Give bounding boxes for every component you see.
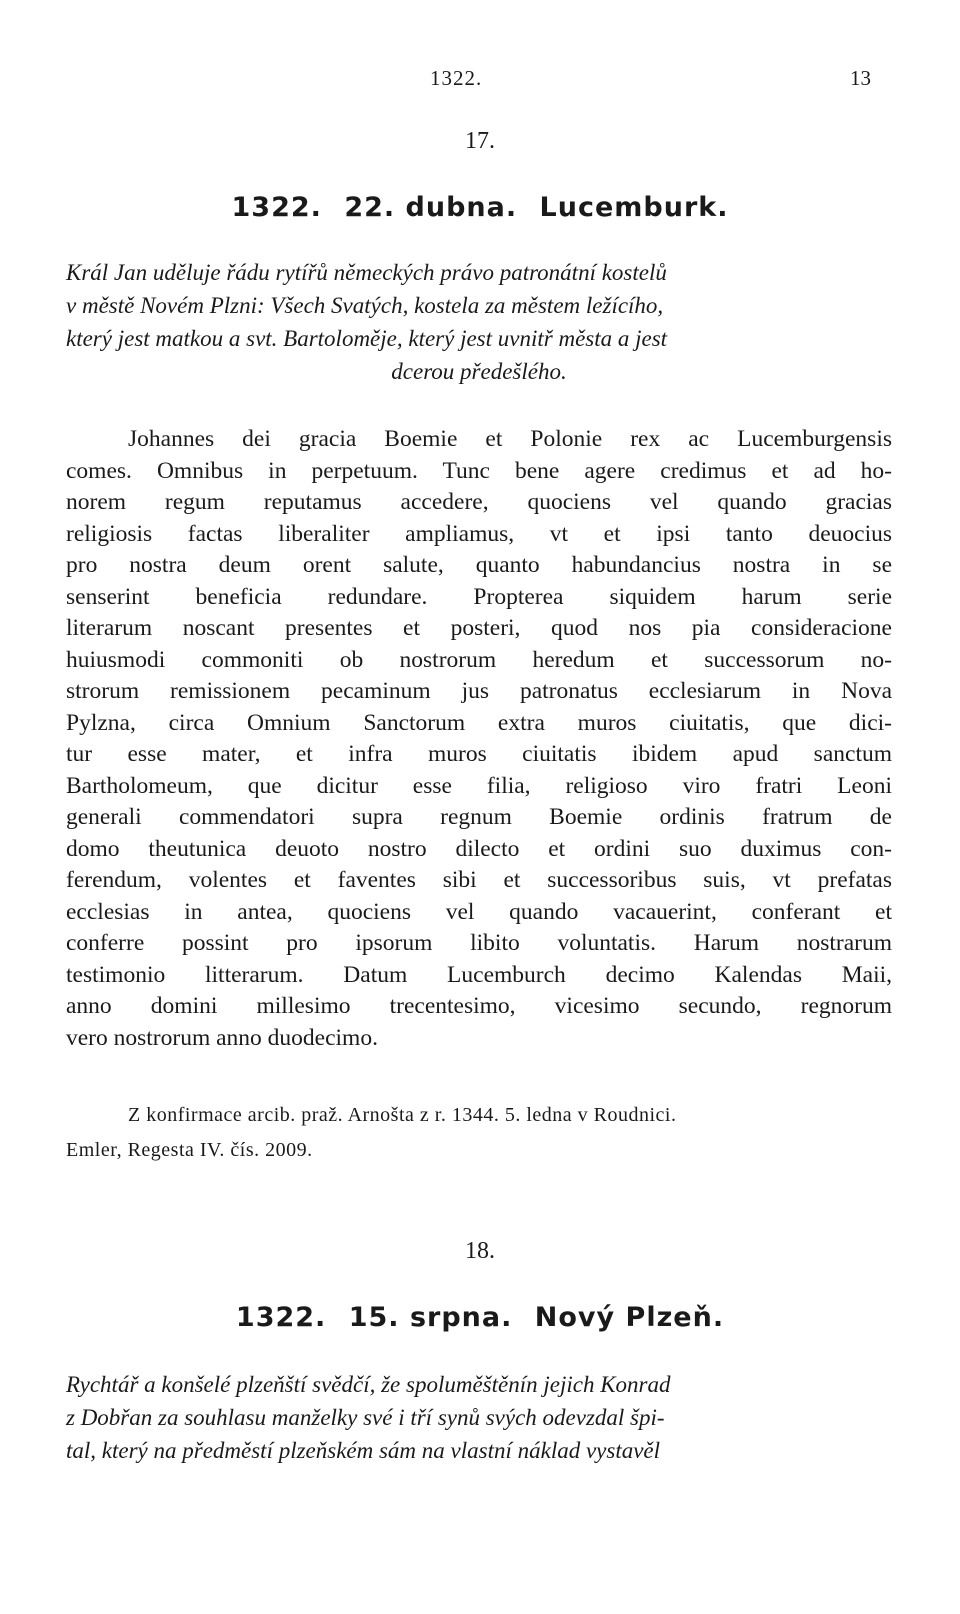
text-line: Johannes dei gracia Boemie et Polonie rex ac Lucemburgensis [128, 426, 892, 452]
source-line: Z konfirmace arcib. praž. Arnošta z r. 1344. 5. ledna v Roudnici. [128, 1104, 677, 1126]
text-line: tur esse mater, et infra muros ciuitatis ibidem apud sanctum [66, 741, 892, 767]
text-line: huiusmodi commoniti ob nostrorum heredum et successorum no- [66, 646, 892, 673]
page-number: 13 [850, 66, 871, 90]
regest-line: Král Jan uděluje řádu rytířů německých právo patronátní kostelů [66, 260, 667, 285]
text-line: Bartholomeum, que dicitur esse filia, religioso viro fratri Leoni [66, 772, 892, 799]
running-head [0, 66, 960, 96]
running-head-year: 1322. [430, 66, 483, 90]
document-heading-17 [0, 192, 960, 223]
text-line: comes. Omnibus in perpetuum. Tunc bene agere credimus et ad ho- [66, 457, 892, 484]
document-number-17: 17. [465, 128, 495, 154]
text-line: literarum noscant presentes et posteri, quod nos pia consideracione [66, 615, 892, 641]
text-line: conferre possint pro ipsorum libito voluntatis. Harum nostrarum [66, 930, 892, 956]
heading-place: Nový Plzeň. [534, 1302, 725, 1333]
text-line: generali commendatori supra regnum Boemie ordinis fratrum de [66, 804, 892, 830]
regest-line: tal, který na předměstí plzeňském sám na vlastní náklad vystavěl [66, 1438, 661, 1463]
text-line: anno domini millesimo trecentesimo, vicesimo secundo, regnorum [66, 993, 892, 1019]
text-line: Pylzna, circa Omnium Sanctorum extra muros ciuitatis, que dici- [66, 709, 892, 736]
text-line: senserint beneficia redundare. Propterea siquidem harum serie [66, 583, 892, 610]
regest-17 [66, 256, 892, 388]
heading-year: 1322. [235, 1302, 327, 1333]
heading-day-month: 22. dubna. [344, 192, 518, 223]
text-line: strorum remissionem pecaminum jus patronatus ecclesiarum in Nova [66, 678, 892, 704]
text-line: pro nostra deum orent salute, quanto habundancius nostra in se [66, 552, 892, 578]
source-note-17 [66, 1098, 892, 1168]
document-heading-18 [0, 1302, 960, 1333]
document-text-17 [66, 424, 892, 1054]
document-number-18: 18. [465, 1238, 495, 1264]
text-line: ecclesias in antea, quociens vel quando vacauerint, conferant et [66, 898, 892, 925]
heading-day-month: 15. srpna. [348, 1302, 513, 1333]
text-line: domo theutunica deuoto nostro dilecto et ordini suo duximus con- [66, 835, 892, 862]
regest-line: Rychtář a konšelé plzeňští svědčí, že spoluměštěnín jejich Konrad [66, 1372, 671, 1397]
regest-line: v městě Novém Plzni: Všech Svatých, kostela za městem ležícího, [66, 293, 664, 318]
heading-year: 1322. [231, 192, 322, 223]
text-line: ferendum, volentes et faventes sibi et successoribus suis, vt prefatas [66, 867, 892, 893]
regest-line: z Dobřan za souhlasu manželky své i tří synů svých odevzdal špi- [66, 1405, 665, 1430]
regest-line: který jest matkou a svt. Bartoloměje, který jest uvnitř města a jest [66, 326, 668, 351]
text-line: norem regum reputamus accedere, quociens vel quando gracias [66, 489, 892, 515]
text-line: testimonio litterarum. Datum Lucemburch decimo Kalendas Maii, [66, 961, 892, 988]
regest-18 [66, 1368, 892, 1467]
source-line: Emler, Regesta IV. čís. 2009. [66, 1139, 313, 1161]
text-line: vero nostrorum anno duodecimo. [66, 1024, 378, 1051]
text-line: religiosis factas liberaliter ampliamus, vt et ipsi tanto deuocius [66, 520, 892, 547]
regest-line: dcerou předešlého. [391, 359, 567, 384]
heading-place: Lucemburk. [539, 192, 729, 223]
